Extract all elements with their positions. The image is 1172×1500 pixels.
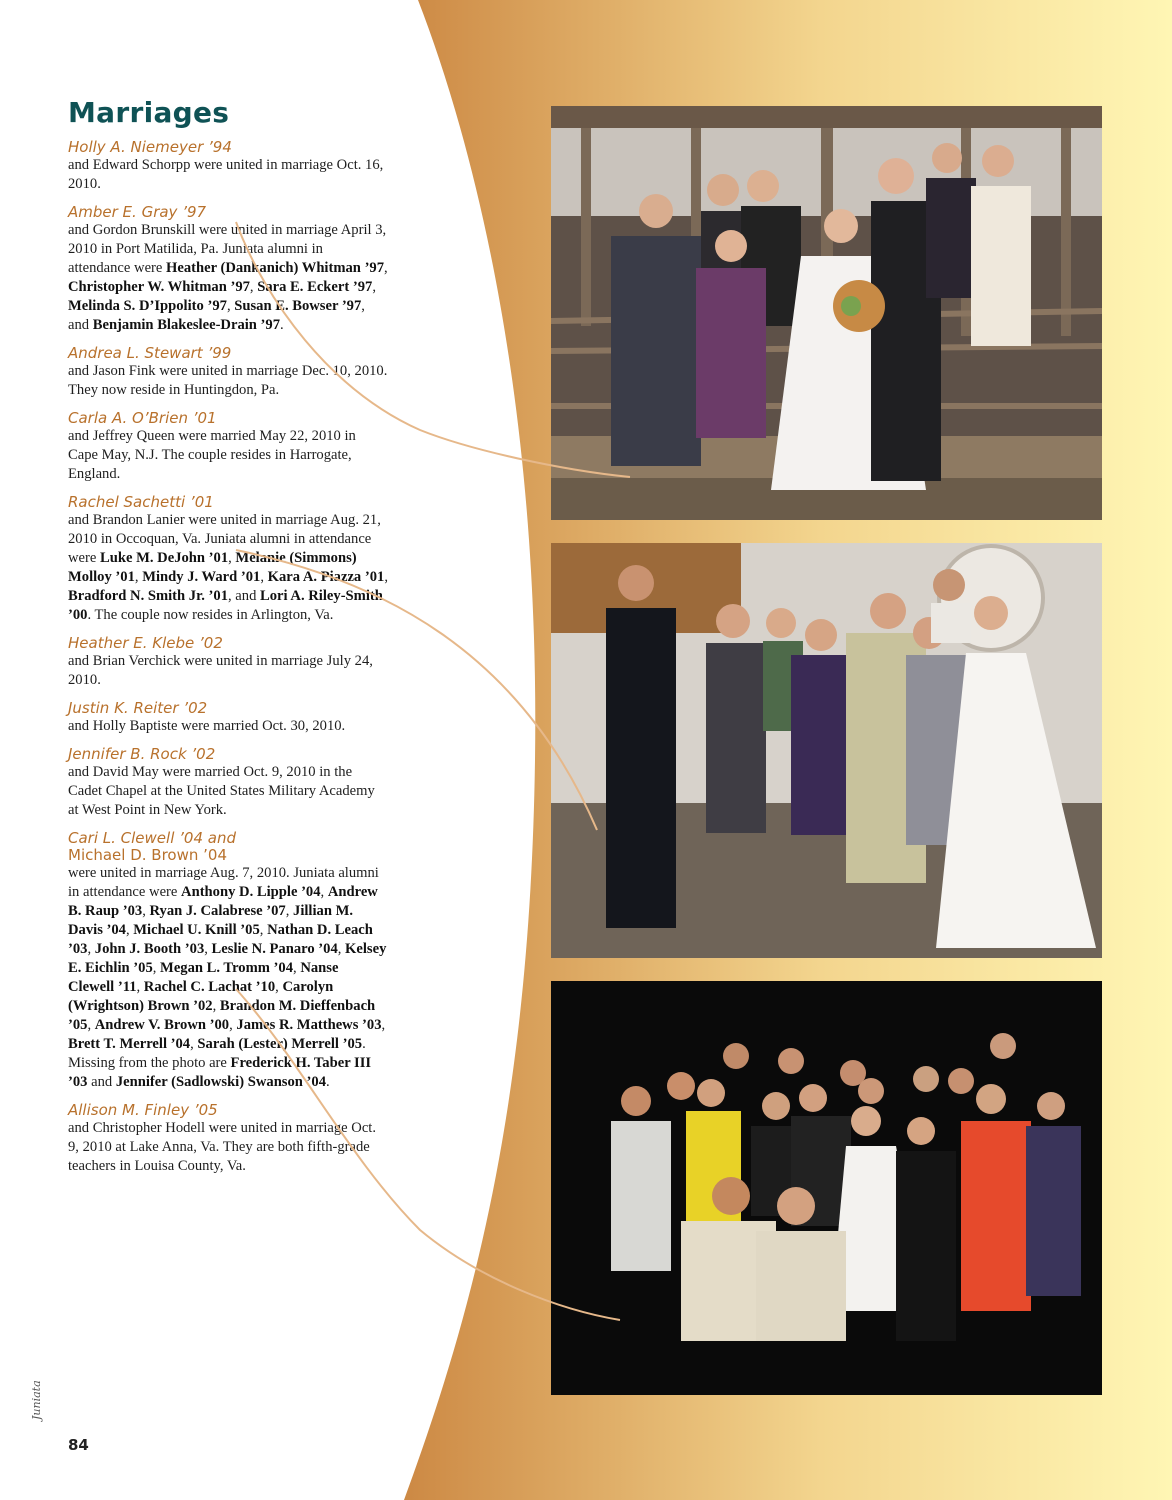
entry-text-segment: , and [68, 298, 365, 333]
entry-name: Carla A. O’Brien ’01 [68, 409, 217, 427]
alumni-name: James R. Matthews ’03 [236, 1017, 382, 1033]
alumni-name: John J. Booth ’03 [94, 941, 205, 957]
entry-text-segment: and [87, 1074, 116, 1090]
alumni-name: Kara A. Piazza ’01 [267, 569, 385, 585]
entry-text [68, 511, 388, 625]
marriage-entry [68, 203, 388, 335]
marriage-entry [68, 634, 388, 690]
entry-name-second-line: Michael D. Brown ’04 [68, 846, 228, 864]
marriage-entry [68, 745, 388, 820]
entry-text-segment: and Brandon Lanier were united in marriage Aug. 21, 2010 in Occoquan, Va. Juniata alumni in attendance were [68, 512, 381, 566]
alumni-name: Heather (Dankanich) Whitman ’97 [166, 260, 385, 276]
entry-text-segment: , and [228, 588, 261, 604]
section-title: Marriages [68, 96, 230, 129]
entry-text-segment: . Missing from the photo are [68, 1036, 366, 1071]
entry-text-segment: . The couple now resides in Arlington, Va. [87, 607, 334, 623]
entry-text-segment: , [249, 279, 258, 295]
entry-name: Jennifer B. Rock ’02 [68, 745, 216, 763]
entry-name: Andrea L. Stewart ’99 [68, 344, 232, 362]
marriage-entries [68, 138, 388, 1185]
entry-name: Rachel Sachetti ’01 [68, 493, 214, 511]
entry-text-segment: , [381, 1017, 386, 1033]
entry-text-segment: , [212, 998, 220, 1014]
entry-text-segment: , [372, 279, 376, 295]
entry-text [68, 763, 388, 820]
entry-text-segment: and Christopher Hodell were united in marriage Oct. 9, 2010 at Lake Anna, Va. They are both fifth-grade teachers in Louisa County, Va. [68, 1120, 376, 1174]
alumni-name: Jennifer (Sadlowski) Swanson ’04 [115, 1074, 327, 1090]
alumni-name: Bradford N. Smith Jr. ’01 [68, 588, 228, 604]
entry-text-segment: were united in marriage Aug. 7, 2010. Juniata alumni in attendance were [68, 865, 379, 900]
entry-text-segment: , [320, 884, 328, 900]
entry-text-segment: , [125, 922, 134, 938]
alumni-name: Brett T. Merrell ’04 [68, 1036, 191, 1052]
marriage-entry [68, 493, 388, 625]
alumni-name: Christopher W. Whitman ’97 [68, 279, 250, 295]
entry-text [68, 864, 388, 1092]
entry-text-segment: and Edward Schorpp were united in marriage Oct. 16, 2010. [68, 157, 384, 192]
entry-text-segment: , [228, 550, 236, 566]
entry-text-segment: , [134, 569, 143, 585]
entry-text-segment: , [87, 1017, 95, 1033]
alumni-name: Frederick H. Taber III ’03 [68, 1055, 372, 1090]
entry-text-segment: and Gordon Brunskill were united in marriage April 3, 2010 in Port Matilida, Pa. Juniata alumni in attendance were [68, 222, 387, 276]
alumni-name: Carolyn (Wrightson) Brown ’02 [68, 979, 334, 1014]
entry-name: Justin K. Reiter ’02 [68, 699, 208, 717]
entry-text-segment: and Holly Baptiste were married Oct. 30, 2010. [68, 718, 346, 734]
entry-text [68, 652, 388, 690]
alumni-name: Susan E. Bowser ’97 [234, 298, 362, 314]
alumni-name: Jillian M. Davis ’04 [68, 903, 354, 938]
entry-name: Holly A. Niemeyer ’94 [68, 138, 232, 156]
entry-text-segment: , [229, 1017, 237, 1033]
entry-text [68, 362, 388, 400]
alumni-name: Andrew B. Raup ’03 [68, 884, 378, 919]
entry-text-segment: . [326, 1074, 330, 1090]
entry-text-segment: and David May were married Oct. 9, 2010 in the Cadet Chapel at the United States Military Academy at West Point in New York. [68, 764, 375, 818]
entry-name: Allison M. Finley ’05 [68, 1101, 218, 1119]
alumni-name: Melinda S. D’Ippolito ’97 [68, 298, 227, 314]
entry-text [68, 717, 388, 736]
entry-text-segment: , [260, 569, 268, 585]
entry-text-segment: , [142, 903, 150, 919]
alumni-name: Benjamin Blakeslee-Drain ’97 [92, 317, 281, 333]
marriage-entry [68, 138, 388, 194]
alumni-name: Megan L. Tromm ’04 [160, 960, 294, 976]
entry-text-segment: , [293, 960, 301, 976]
marriage-entry [68, 344, 388, 400]
alumni-name: Nathan D. Leach ’03 [68, 922, 373, 957]
alumni-name: Sarah (Lester) Merrell ’05 [197, 1036, 363, 1052]
entry-text-segment: , [152, 960, 161, 976]
entry-text-segment: , [226, 298, 235, 314]
entry-text-segment: , [204, 941, 212, 957]
alumni-name: Leslie N. Panaro ’04 [211, 941, 338, 957]
marriage-entry [68, 409, 388, 484]
entry-text-segment: , [259, 922, 268, 938]
alumni-name: Michael U. Knill ’05 [133, 922, 260, 938]
alumni-name: Kelsey E. Eichlin ’05 [68, 941, 387, 976]
entry-text-segment: and Jeffrey Queen were married May 22, 2010 in Cape May, N.J. The couple resides in Harrogate, England. [68, 428, 356, 482]
entry-text [68, 427, 388, 484]
alumni-name: Melanie (Simmons) Molloy ’01 [68, 550, 357, 585]
alumni-name: Ryan J. Calabrese ’07 [149, 903, 286, 919]
magazine-name: Juniata [30, 1380, 43, 1420]
entry-name: Heather E. Klebe ’02 [68, 634, 223, 652]
entry-text-segment: , [136, 979, 144, 995]
entry-text [68, 221, 388, 335]
page-number: 84 [68, 1436, 89, 1454]
entry-name: Cari L. Clewell ’04 and [68, 829, 236, 847]
photo-gazebo-wedding-group [551, 106, 1102, 520]
marriage-entry [68, 699, 388, 736]
entry-text [68, 1119, 388, 1176]
marriage-entry [68, 1101, 388, 1176]
photo-reception-wedding-group [551, 543, 1102, 958]
entry-text-segment: , [384, 569, 388, 585]
alumni-name: Rachel C. Lachat ’10 [143, 979, 276, 995]
alumni-name: Sara E. Eckert ’97 [257, 279, 373, 295]
entry-text-segment: , [337, 941, 346, 957]
alumni-name: Luke M. DeJohn ’01 [100, 550, 229, 566]
entry-text [68, 156, 388, 194]
marriage-entry [68, 829, 388, 1092]
entry-name: Amber E. Gray ’97 [68, 203, 207, 221]
entry-text-segment: , [275, 979, 283, 995]
entry-text-segment: , [190, 1036, 198, 1052]
alumni-name: Anthony D. Lipple ’04 [181, 884, 321, 900]
entry-text-segment: , [384, 260, 388, 276]
entry-text-segment: and Jason Fink were united in marriage Dec. 10, 2010. They now reside in Huntingdon, Pa. [68, 363, 388, 398]
photo-night-wedding-group [551, 981, 1102, 1395]
entry-text-segment: and Brian Verchick were united in marriage July 24, 2010. [68, 653, 373, 688]
entry-text-segment: , [285, 903, 294, 919]
alumni-name: Nanse Clewell ’11 [68, 960, 339, 995]
alumni-name: Brandon M. Dieffenbach ’05 [68, 998, 376, 1033]
alumni-name: Andrew V. Brown ’00 [94, 1017, 230, 1033]
entry-text-segment: . [280, 317, 284, 333]
alumni-name: Lori A. Riley-Smith ’00 [68, 588, 383, 623]
alumni-name: Mindy J. Ward ’01 [142, 569, 261, 585]
entry-text-segment: , [87, 941, 95, 957]
